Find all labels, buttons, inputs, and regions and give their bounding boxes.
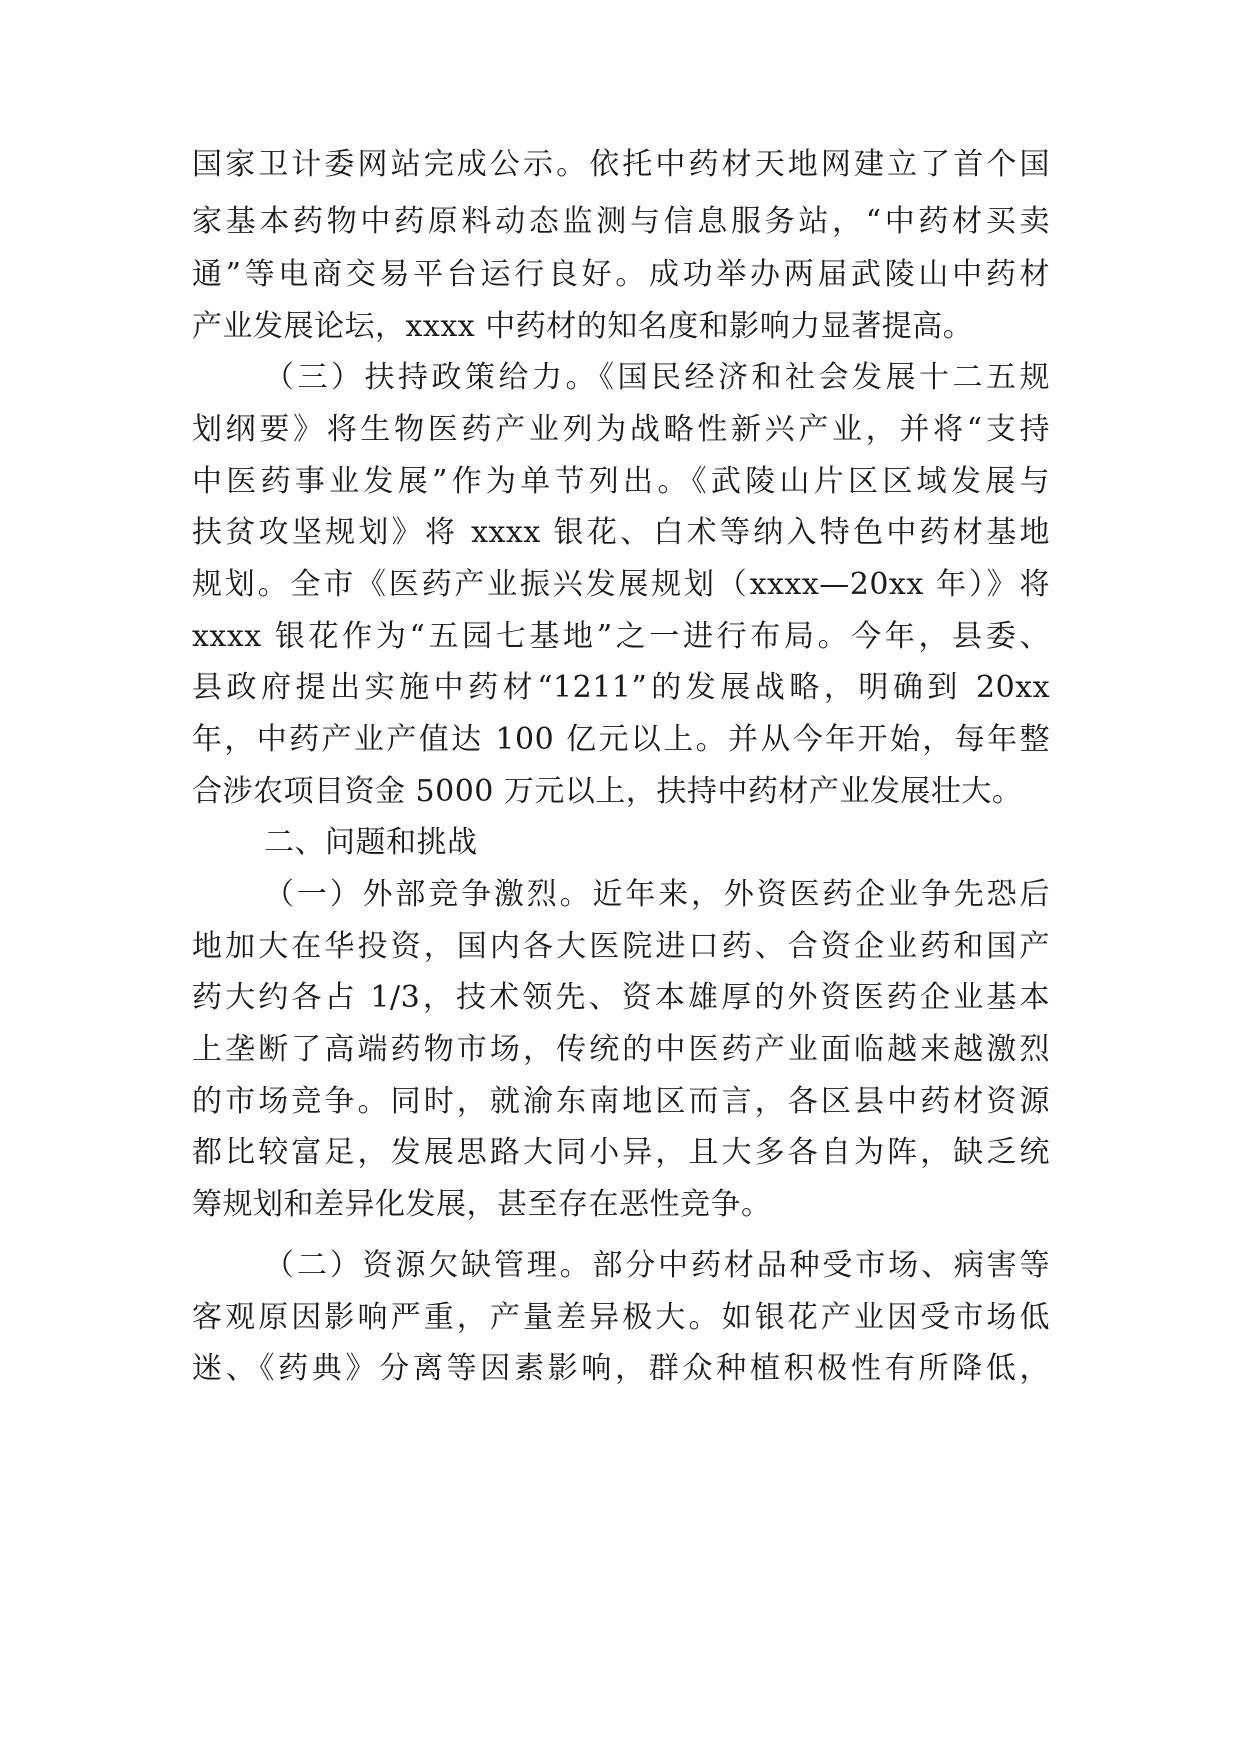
text-line: 规划。全市《医药产业振兴发展规划（xxxx—20xx 年）》将 bbox=[192, 567, 1050, 602]
section-heading-line: （三）扶持政策给力。《国民经济和社会发展十二五规 bbox=[264, 360, 1050, 395]
text-line: 中医药事业发展”作为单节列出。《武陵山片区区域发展与 bbox=[192, 464, 1050, 499]
section-title: 二、问题和挑战 bbox=[264, 825, 478, 860]
text-line: 的市场竞争。同时，就渝东南地区而言，各区县中药材资源 bbox=[192, 1084, 1050, 1119]
text-line: 家基本药物中药原料动态监测与信息服务站，“中药材买卖 bbox=[192, 204, 1050, 239]
section-heading-line: （二）资源欠缺管理。部分中药材品种受市场、病害等 bbox=[264, 1248, 1050, 1283]
text-line: 通”等电商交易平台运行良好。成功举办两届武陵山中药材 bbox=[192, 257, 1050, 292]
text-line: 产业发展论坛，xxxx 中药材的知名度和影响力显著提高。 bbox=[192, 309, 974, 344]
text-line: 筹规划和差异化发展，甚至存在恶性竞争。 bbox=[192, 1187, 772, 1222]
text-line: xxxx 银花作为“五园七基地”之一进行布局。今年，县委、 bbox=[192, 619, 1050, 654]
text-line: 迷、《药典》分离等因素影响，群众种植积极性有所降低， bbox=[192, 1351, 1050, 1386]
text-line: 年，中药产业产值达 100 亿元以上。并从今年开始，每年整 bbox=[192, 722, 1050, 757]
text-line: 客观原因影响严重，产量差异极大。如银花产业因受市场低 bbox=[192, 1300, 1050, 1335]
text-line: 都比较富足，发展思路大同小异，且大多各自为阵，缺乏统 bbox=[192, 1135, 1050, 1170]
text-line: 县政府提出实施中药材“1211”的发展战略，明确到 20xx bbox=[192, 670, 1050, 705]
text-line: 地加大在华投资，国内各大医院进口药、合资企业药和国产 bbox=[192, 929, 1050, 964]
text-line: 上垄断了高端药物市场，传统的中医药产业面临越来越激烈 bbox=[192, 1032, 1050, 1067]
text-line: 合涉农项目资金 5000 万元以上，扶持中药材产业发展壮大。 bbox=[192, 774, 1023, 809]
text-line: 国家卫计委网站完成公示。依托中药材天地网建立了首个国 bbox=[192, 147, 1050, 182]
section-heading-line: （一）外部竞争激烈。近年来，外资医药企业争先恐后 bbox=[264, 877, 1050, 912]
text-line: 扶贫攻坚规划》将 xxxx 银花、白术等纳入特色中药材基地 bbox=[192, 515, 1050, 550]
text-line: 药大约各占 1/3，技术领先、资本雄厚的外资医药企业基本 bbox=[192, 980, 1050, 1015]
text-line: 划纲要》将生物医药产业列为战略性新兴产业，并将“支持 bbox=[192, 412, 1050, 447]
